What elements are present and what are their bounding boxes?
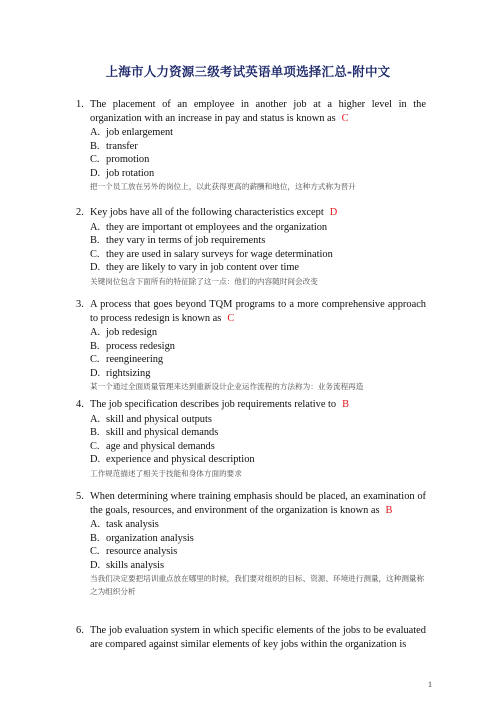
option-letter: B.: [90, 140, 100, 152]
option-list: [76, 518, 426, 572]
answer-key: D: [329, 207, 338, 218]
option-text: task analysis: [106, 519, 159, 530]
option-a: [76, 326, 426, 340]
option-text: they are used in salary surveys for wage determination: [106, 248, 333, 260]
option-letter: B.: [90, 235, 100, 246]
page-number: 1: [428, 680, 432, 689]
chinese-explanation: 某一个通过全面质量管理来达到重新设计企业运作流程的方法称为：业务流程再造: [90, 382, 364, 391]
option-letter: D.: [90, 454, 101, 465]
option-letter: D.: [90, 367, 101, 379]
question-number: 5.: [76, 491, 84, 502]
option-text: reengineering: [106, 354, 164, 365]
question-number: 4.: [76, 399, 84, 410]
option-text: experience and physical description: [106, 454, 255, 465]
option-d: [76, 453, 426, 467]
option-list: [76, 221, 426, 275]
option-b: [76, 140, 426, 154]
option-text: they are important ot employees and the organization: [106, 221, 328, 233]
option-letter: A.: [90, 127, 101, 138]
question-2: [76, 206, 426, 288]
option-text: job enlargement: [106, 127, 174, 138]
option-text: resource analysis: [106, 546, 178, 557]
question-number: 1.: [76, 99, 84, 110]
option-text: skills analysis: [106, 559, 165, 571]
option-d: [76, 167, 426, 181]
question-4: [76, 398, 426, 480]
chinese-explanation: 把一个员工放在另外的岗位上，以此获得更高的薪酬和地位，这种方式称为晋升: [90, 182, 356, 191]
option-text: skill and physical demands: [106, 427, 219, 438]
option-text: job redesign: [106, 327, 158, 338]
question-stem: [76, 206, 426, 220]
option-b: [76, 426, 426, 440]
option-list: [76, 126, 426, 180]
option-letter: B.: [90, 532, 100, 544]
option-letter: D.: [90, 167, 101, 179]
question-stem: [76, 490, 426, 517]
chinese-explanation: 当我们决定要把培训重点放在哪里的时候，我们要对组织的目标、资源、环境进行测量，这种测量称之为组织分析: [90, 574, 425, 596]
option-letter: B.: [90, 340, 100, 352]
option-c: [76, 153, 426, 167]
answer-key: C: [341, 112, 349, 124]
option-text: job rotation: [106, 167, 155, 179]
option-a: [76, 413, 426, 427]
option-b: [76, 340, 426, 354]
option-c: [76, 545, 426, 559]
option-text: they are likely to vary in job content over time: [106, 262, 300, 273]
option-c: [76, 353, 426, 367]
question-5: [76, 490, 426, 598]
answer-key: B: [342, 399, 350, 410]
option-text: rightsizing: [106, 367, 151, 379]
question-6: [76, 624, 426, 651]
answer-key: C: [227, 312, 235, 324]
question-text: The placement of an employee in another job at a higher level in the organization with an increase in pay and status is known as: [90, 99, 426, 124]
chinese-explanation: 工作规范描述了相关于技能和身体方面的要求: [90, 468, 242, 478]
option-list: [76, 326, 426, 380]
option-text: promotion: [106, 154, 150, 165]
chinese-explanation: 关键岗位包含下面所有的特征除了这一点：他们的内容随时间会改变: [90, 276, 318, 286]
option-a: [76, 221, 426, 235]
option-text: transfer: [106, 140, 138, 152]
option-letter: C.: [90, 440, 100, 452]
option-text: organization analysis: [106, 532, 194, 544]
question-text: Key jobs have all of the following characteristics except: [90, 207, 324, 218]
option-a: [76, 126, 426, 140]
option-b: [76, 234, 426, 248]
question-3: [76, 298, 426, 393]
option-letter: A.: [90, 221, 101, 233]
question-stem: [76, 398, 426, 412]
option-letter: A.: [90, 519, 101, 530]
option-letter: B.: [90, 427, 100, 438]
question-text: The job specification describes job requirements relative to: [90, 399, 337, 410]
option-letter: C.: [90, 154, 100, 165]
option-text: skill and physical outputs: [106, 413, 212, 425]
option-a: [76, 518, 426, 532]
option-text: process redesign: [106, 340, 175, 352]
option-letter: C.: [90, 546, 100, 557]
option-c: [76, 440, 426, 454]
question-text: When determining where training emphasis should be placed, an examination of the goals, resources, and environment of the organization is known as: [90, 491, 426, 516]
question-text: A process that goes beyond TQM programs to a more comprehensive approach to process redesign is known as: [90, 299, 426, 324]
question-number: 3.: [76, 299, 84, 310]
option-b: [76, 532, 426, 546]
question-number: 6.: [76, 625, 84, 636]
option-letter: D.: [90, 559, 101, 571]
option-d: [76, 559, 426, 573]
option-text: age and physical demands: [106, 440, 215, 452]
option-letter: C.: [90, 248, 100, 260]
page-title: 上海市人力资源三级考试英语单项选择汇总-附中文: [105, 64, 391, 79]
question-number: 2.: [76, 207, 84, 218]
option-letter: A.: [90, 413, 101, 425]
option-d: [76, 367, 426, 381]
question-stem: [76, 298, 426, 325]
question-stem: [76, 98, 426, 125]
option-text: they vary in terms of job requirements: [106, 235, 266, 246]
question-stem: [76, 624, 426, 651]
option-list: [76, 413, 426, 467]
answer-key: B: [385, 504, 393, 516]
option-c: [76, 248, 426, 262]
option-letter: D.: [90, 262, 101, 273]
option-d: [76, 261, 426, 275]
question-text: The job evaluation system in which specific elements of the jobs to be evaluated are compared against similar elements of key jobs within the organization is: [90, 625, 426, 650]
question-1: [76, 98, 426, 193]
option-letter: A.: [90, 327, 101, 338]
option-letter: C.: [90, 354, 100, 365]
